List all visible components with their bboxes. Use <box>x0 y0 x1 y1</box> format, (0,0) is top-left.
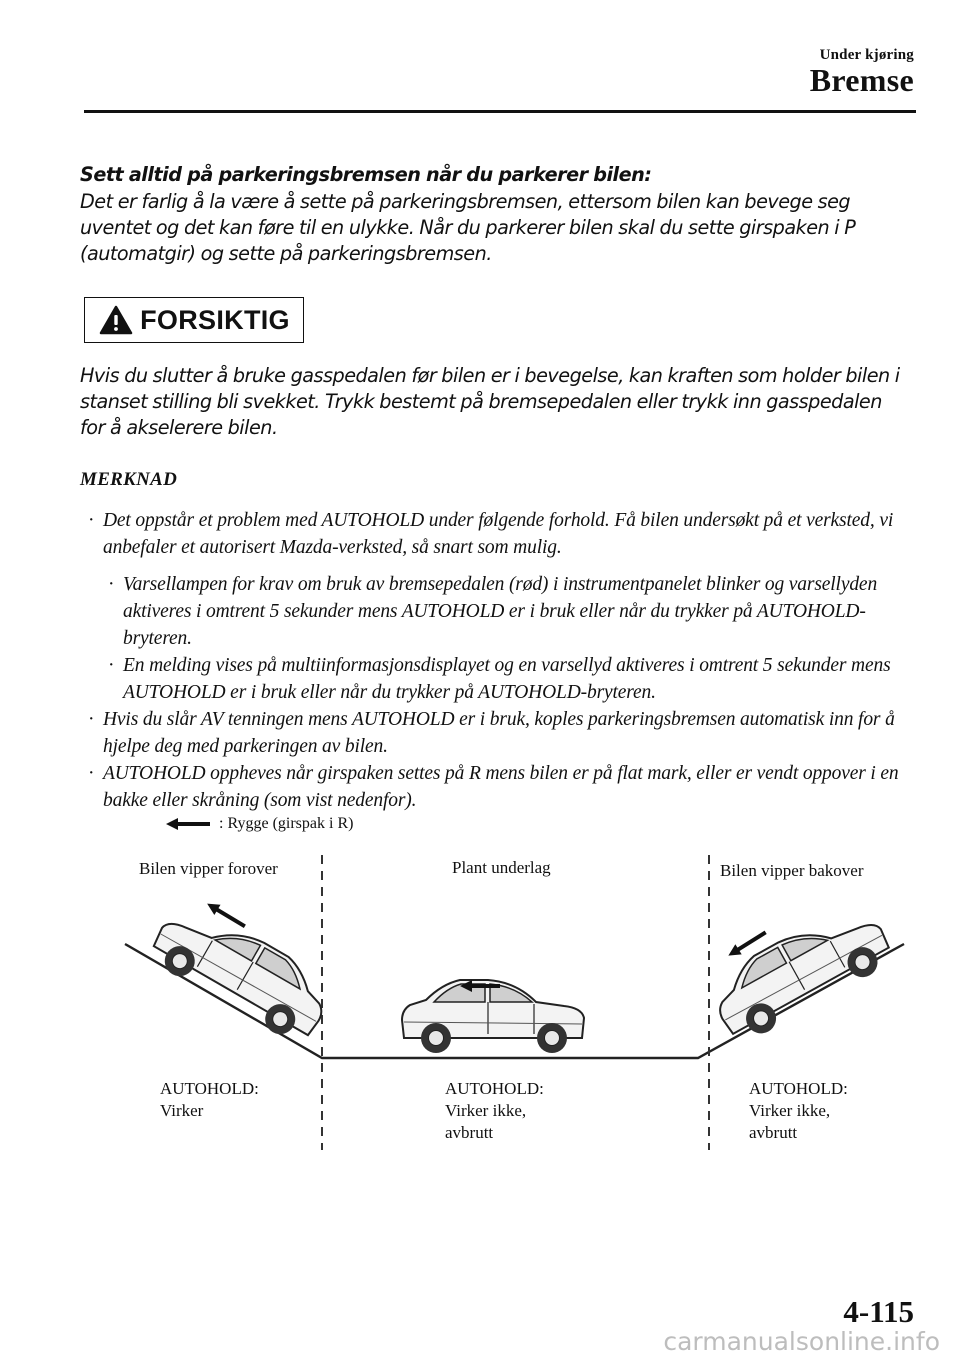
status-line: AUTOHOLD: <box>749 1079 848 1098</box>
bullet-dot: · <box>88 763 95 784</box>
status-line: avbrutt <box>445 1123 494 1142</box>
diagram-legend: : Rygge (girspak i R) <box>219 815 354 832</box>
bullet-dot: · <box>108 574 115 595</box>
status-forward <box>160 1078 259 1122</box>
bullet-dot: · <box>88 510 95 531</box>
status-backward <box>749 1078 848 1144</box>
panel-label-flat: Plant underlag <box>452 858 551 877</box>
panel-label-backward: Bilen vipper bakover <box>720 861 864 880</box>
note-bullet-text: Det oppstår et problem med AUTOHOLD under følgende forhold. Få bilen undersøkt på et verksted, vi anbefaler et autorisert Mazda-verksted, så snart som mulig. <box>103 510 894 558</box>
page-number: 4-115 <box>843 1294 914 1329</box>
caution-text: Hvis du slutter å bruke gasspedalen før bilen er i bevegelse, kan kraften som holder bilen i stanset stilling bli svekket. Trykk bestemt på bremsepedalen eller trykk inn gasspedalen for å akselerere bilen. <box>80 364 900 439</box>
status-line: Virker ikke, <box>749 1101 831 1120</box>
watermark: carmanualsonline.info <box>663 1327 940 1356</box>
section-heading: Under kjøring <box>819 47 914 63</box>
caution-label: FORSIKTIG <box>140 304 290 335</box>
bullet-dot: · <box>108 655 115 676</box>
panel-label-forward: Bilen vipper forover <box>139 859 278 878</box>
reverse-arrow-downhill <box>204 899 248 932</box>
status-line: AUTOHOLD: <box>160 1079 259 1098</box>
car-flat <box>402 980 584 1053</box>
car-downhill <box>145 895 339 1049</box>
status-line: Virker <box>160 1101 204 1120</box>
page-title: Bremse <box>809 62 914 98</box>
note-bullet-text: Hvis du slår AV tenningen mens AUTOHOLD er i bruk, koples parkeringsbremsen automatisk inn for å hjelpe deg med parkeringen av bilen. <box>103 709 895 757</box>
note-sub-bullet-text: En melding vises på multiinformasjonsdisplayet og en varsellyd aktiveres i omtrent 5 sekunder mens AUTOHOLD er i bruk eller når du trykker på AUTOHOLD-bryteren. <box>123 655 891 703</box>
car-uphill <box>703 896 898 1048</box>
note-sub-bullet-text: Varsellampen for krav om bruk av bremsepedalen (rød) i instrumentpanelet blinker og varsellyden aktiveres i omtrent 5 sekunder mens AUTOHOLD er i bruk eller når du trykker på AUTOHOLD-bryteren. <box>123 574 878 649</box>
note-bullet-text: AUTOHOLD oppheves når girspaken settes på R mens bilen er på flat mark, eller er vendt oppover i en bakke eller skråning (som vist nedenfor). <box>103 763 899 811</box>
status-line: avbrutt <box>749 1123 798 1142</box>
note-title: MERKNAD <box>80 469 178 490</box>
warning-text: Det er farlig å la være å sette på parkeringsbremsen, ettersom bilen kan bevege seg uventet og det kan føre til en ulykke. Når du parkerer bilen skal du sette girspaken i P (automatgir) og sette på parkeringsbremsen. <box>80 190 856 265</box>
warning-title: Sett alltid på parkeringsbremsen når du parkerer bilen: <box>80 163 652 186</box>
status-flat <box>445 1078 544 1144</box>
status-line: Virker ikke, <box>445 1101 527 1120</box>
status-line: AUTOHOLD: <box>445 1079 544 1098</box>
bullet-dot: · <box>88 709 95 730</box>
